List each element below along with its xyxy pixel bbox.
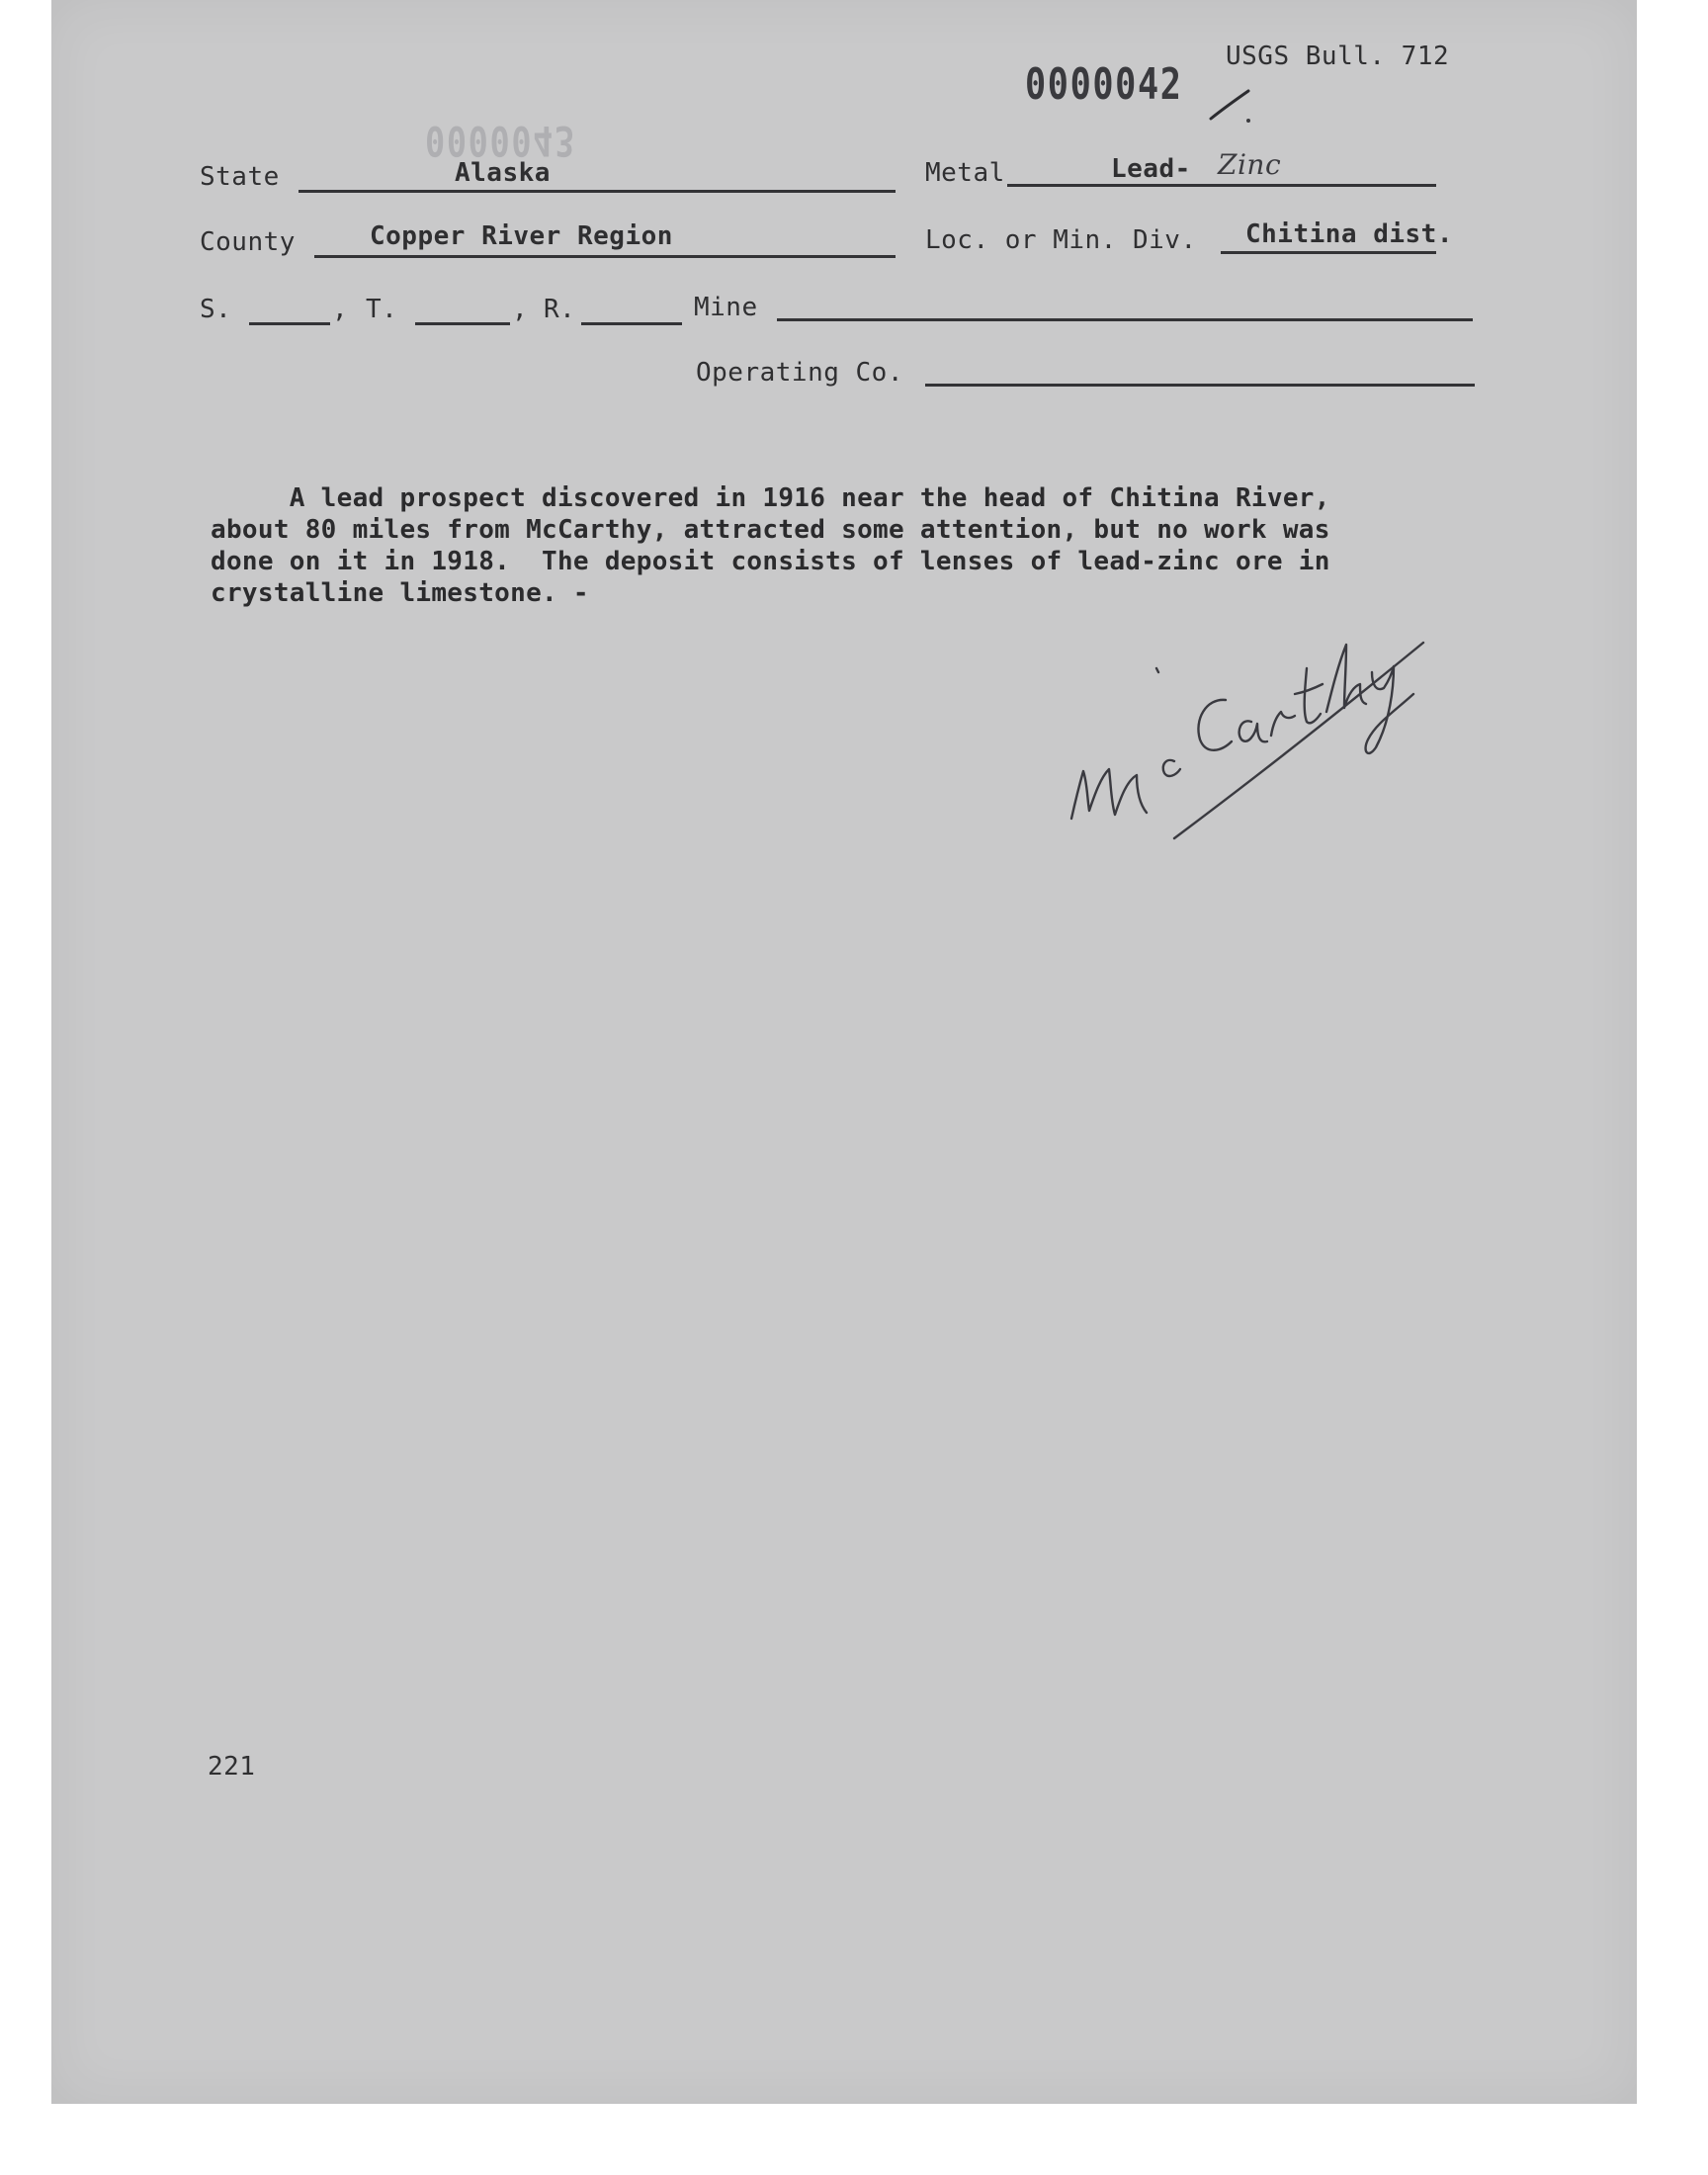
body-line-3: done on it in 1918. The deposit consists of lenses of lead-zinc ore in (211, 547, 1330, 576)
signature (1058, 573, 1433, 840)
page-number: 221 (208, 1752, 256, 1782)
county-label: County (200, 227, 296, 257)
loc-rule (1221, 251, 1436, 254)
operating-co-label: Operating Co. (696, 358, 903, 388)
body-line-1: A lead prospect discovered in 1916 near the head of Chitina River, (211, 483, 1330, 513)
loc-label: Loc. or Min. Div. (925, 225, 1197, 255)
metal-label: Metal (925, 158, 1005, 188)
metal-value: Lead- (1111, 154, 1191, 184)
state-rule (299, 190, 896, 193)
metal-rule (1007, 184, 1436, 187)
county-value: Copper River Region (370, 221, 673, 251)
body-line-2: about 80 miles from McCarthy, attracted some attention, but no work was (211, 515, 1330, 545)
county-rule (314, 255, 896, 258)
mine-label: Mine (694, 293, 758, 322)
check-mark-icon (1201, 79, 1260, 129)
t-label: T. (366, 295, 398, 324)
state-value: Alaska (455, 158, 551, 188)
body-line-4: crystalline limestone. - (211, 578, 589, 608)
ghost-stamp: 0000043 (425, 117, 576, 165)
mine-rule (777, 318, 1473, 321)
t-rule (415, 322, 510, 325)
loc-value: Chitina dist. (1245, 219, 1453, 249)
r-label: R. (544, 295, 576, 324)
metal-handwritten: Zinc (1218, 148, 1282, 181)
document-sheet: 0000043 0000042 USGS Bull. 712 State Alaska Metal Lead- Zinc County Copper River Region Loc. or Min. Div. Chitina dist. S. , T. , R. Mine Operating Co. A lead prospect discovered in 1916 near the head of Chitina River, about 80 miles from McCarthy, attracted some attention, but no work was done on it in 1918. The deposit consists of lenses of lead-zinc ore in crystalline limestone. - 221 (51, 0, 1637, 2104)
state-label: State (200, 162, 280, 192)
r-rule (581, 322, 682, 325)
s-rule (249, 322, 330, 325)
operating-co-rule (925, 384, 1475, 387)
reference: USGS Bull. 712 (1226, 42, 1450, 71)
s-label: S. (200, 295, 232, 324)
stamp-number: 0000042 (1025, 59, 1183, 110)
